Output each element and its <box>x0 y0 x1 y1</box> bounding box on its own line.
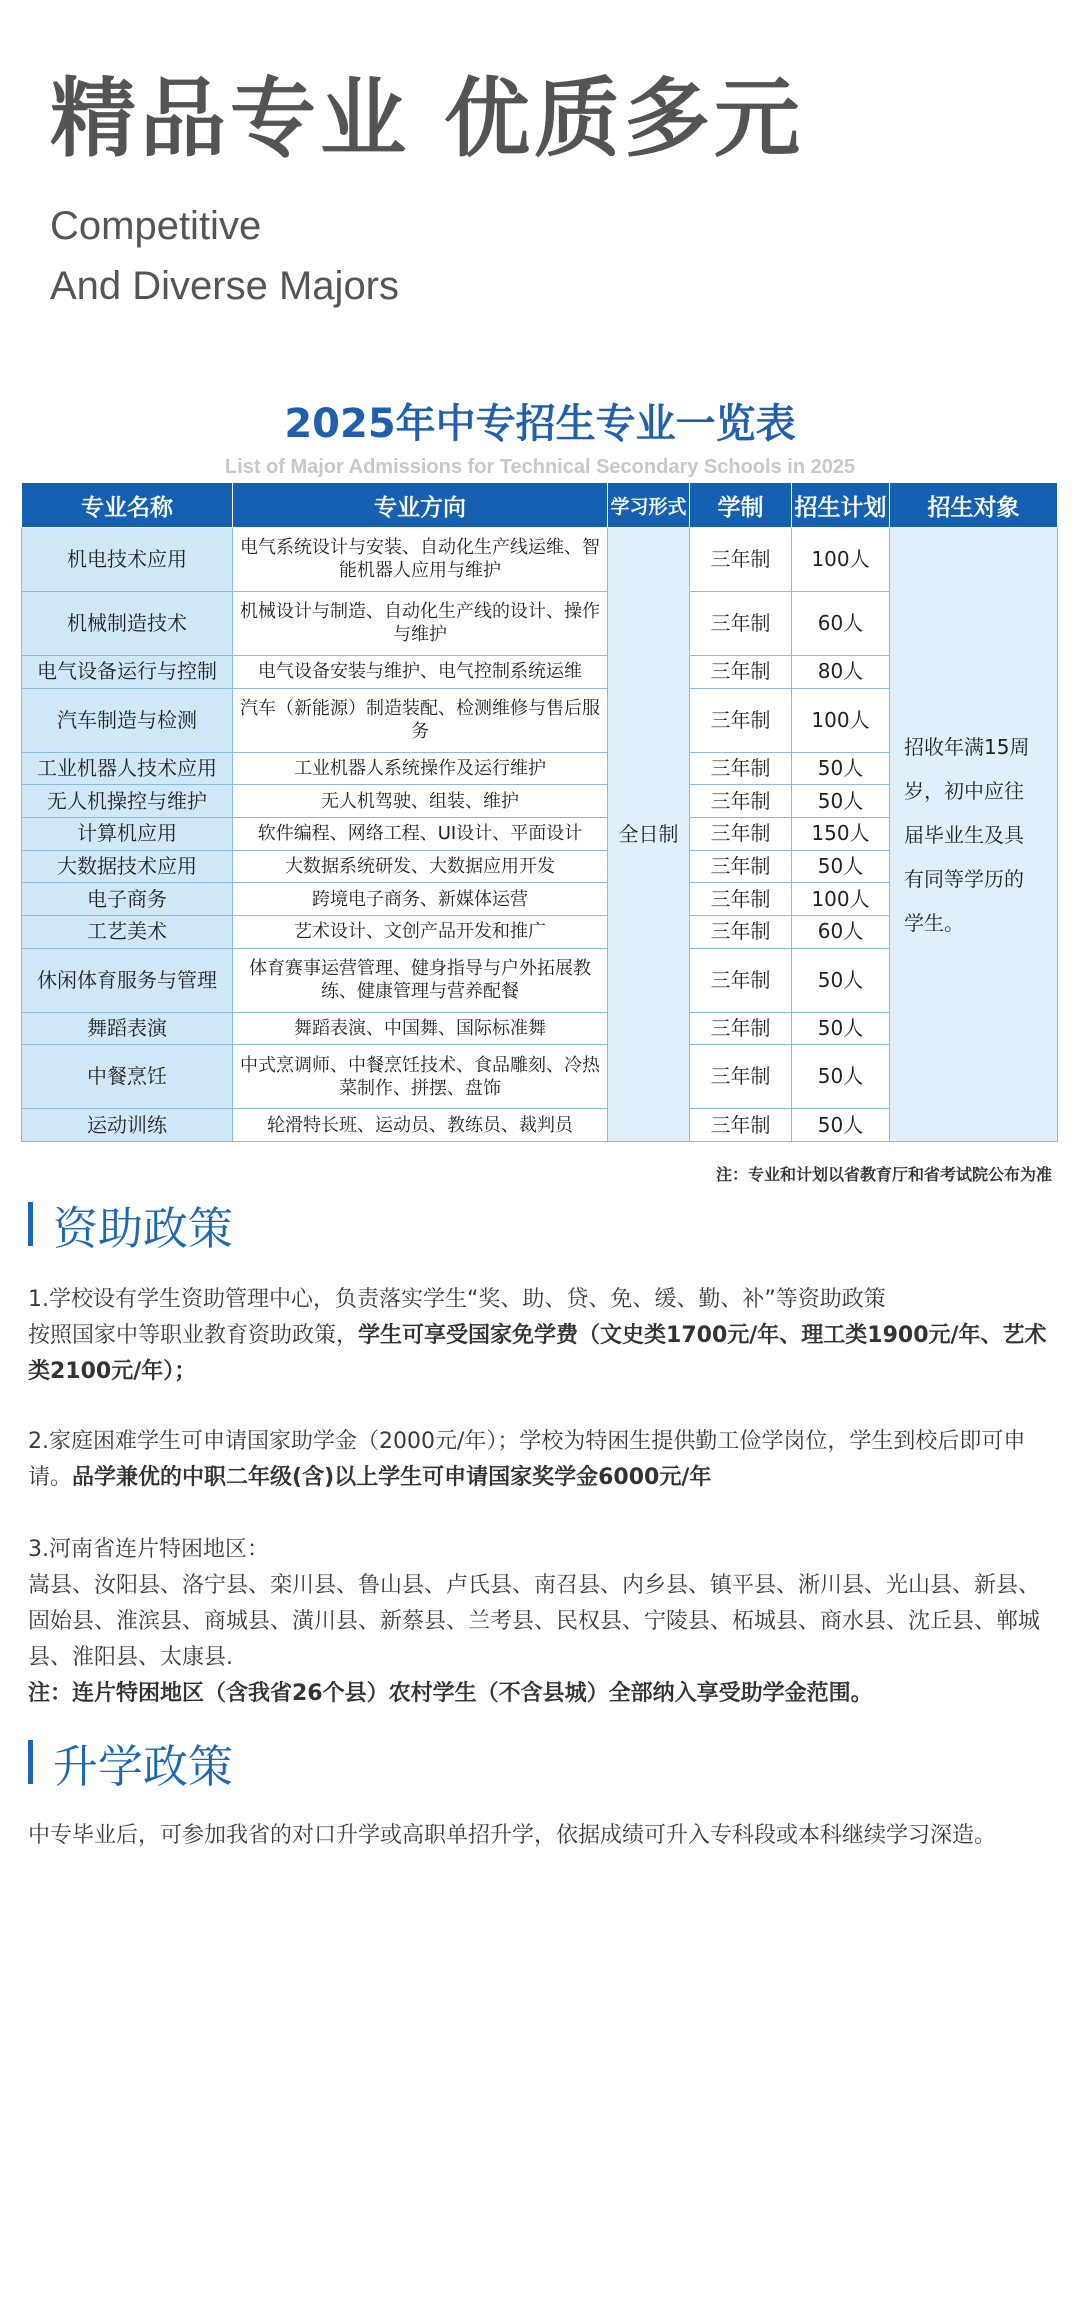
aid-p1-bold: 学生可享受国家免学费（文史类1700元/年、理工类1900元/年、艺术类2100元/年）； <box>28 1323 1047 1384</box>
heading-bar <box>28 1740 33 1784</box>
duration-cell: 三年制 <box>690 785 792 818</box>
duration-cell: 三年制 <box>690 883 792 916</box>
header-plan: 招生计划 <box>792 483 890 528</box>
plan-cell: 50人 <box>792 785 890 818</box>
major-direction: 电气设备安装与维护、电气控制系统运维 <box>233 655 608 688</box>
aid-paragraph-2 <box>28 1424 1056 1496</box>
plan-cell: 100人 <box>792 688 890 752</box>
duration-cell: 三年制 <box>690 528 792 592</box>
aid-p1-line: 1.学校设有学生资助管理中心，负责落实学生“奖、助、贷、免、缓、勤、补”等资助政策 <box>28 1287 886 1312</box>
aid-section-heading <box>28 1198 234 1255</box>
page-title: 精品专业 优质多元 <box>50 69 804 169</box>
major-name: 舞蹈表演 <box>22 1012 233 1045</box>
page-subtitle <box>50 196 399 316</box>
aid-p1-body <box>28 1318 1056 1390</box>
major-direction: 大数据系统研发、大数据应用开发 <box>233 850 608 883</box>
plan-cell: 50人 <box>792 1109 890 1142</box>
major-direction: 跨境电子商务、新媒体运营 <box>233 883 608 916</box>
aid-p2-bold: 品学兼优的中职二年级(含)以上学生可申请国家奖学金6000元/年 <box>72 1465 712 1490</box>
plan-cell: 50人 <box>792 1012 890 1045</box>
promotion-heading-text: 升学政策 <box>53 1739 234 1793</box>
study-form-cell: 全日制 <box>608 528 690 1142</box>
heading-bar <box>28 1202 33 1246</box>
duration-cell: 三年制 <box>690 591 792 655</box>
header-direction: 专业方向 <box>233 483 608 528</box>
plan-cell: 80人 <box>792 655 890 688</box>
plan-cell: 50人 <box>792 850 890 883</box>
aid-p3-title: 3.河南省连片特困地区： <box>28 1537 269 1562</box>
promotion-section-heading <box>28 1736 234 1793</box>
major-name: 工艺美术 <box>22 915 233 948</box>
majors-table <box>21 482 1058 1142</box>
plan-cell: 50人 <box>792 752 890 785</box>
header-study-form: 学习形式 <box>608 483 690 528</box>
duration-cell: 三年制 <box>690 1045 792 1109</box>
subtitle-line: Competitive <box>50 204 262 248</box>
major-direction: 机械设计与制造、自动化生产线的设计、操作与维护 <box>233 591 608 655</box>
major-name: 工业机器人技术应用 <box>22 752 233 785</box>
header-major-name: 专业名称 <box>22 483 233 528</box>
major-name: 无人机操控与维护 <box>22 785 233 818</box>
plan-cell: 50人 <box>792 1045 890 1109</box>
major-name: 大数据技术应用 <box>22 850 233 883</box>
table-subtitle: List of Major Admissions for Technical Secondary Schools in 2025 <box>224 456 856 478</box>
table-note: 注：专业和计划以省教育厅和省考试院公布为准 <box>715 1165 1052 1184</box>
header-target: 招生对象 <box>890 483 1058 528</box>
major-name: 汽车制造与检测 <box>22 688 233 752</box>
major-direction: 轮滑特长班、运动员、教练员、裁判员 <box>233 1109 608 1142</box>
major-direction: 艺术设计、文创产品开发和推广 <box>233 915 608 948</box>
aid-p3-note: 注：连片特困地区（含我省26个县）农村学生（不含县城）全部纳入享受助学金范围。 <box>28 1681 873 1706</box>
duration-cell: 三年制 <box>690 1012 792 1045</box>
major-direction: 舞蹈表演、中国舞、国际标准舞 <box>233 1012 608 1045</box>
aid-p3-counties: 嵩县、汝阳县、洛宁县、栾川县、鲁山县、卢氏县、南召县、内乡县、镇平县、淅川县、光山县、新县、固始县、淮滨县、商城县、潢川县、新蔡县、兰考县、民权县、宁陵县、柘城县、商水县、沈丘县、郸城县、淮阳县、太康县. <box>28 1573 1041 1670</box>
duration-cell: 三年制 <box>690 948 792 1012</box>
duration-cell: 三年制 <box>690 655 792 688</box>
duration-cell: 三年制 <box>690 752 792 785</box>
table-header-row <box>22 483 1058 528</box>
duration-cell: 三年制 <box>690 915 792 948</box>
duration-cell: 三年制 <box>690 850 792 883</box>
aid-p1-text: 按照国家中等职业教育资助政策， <box>28 1323 359 1348</box>
plan-cell: 60人 <box>792 915 890 948</box>
table-row <box>22 528 1058 592</box>
major-name: 机电技术应用 <box>22 528 233 592</box>
duration-cell: 三年制 <box>690 817 792 850</box>
aid-heading-text: 资助政策 <box>53 1201 234 1255</box>
subtitle-line: And Diverse Majors <box>50 264 400 308</box>
major-direction: 体育赛事运营管理、健身指导与户外拓展教练、健康管理与营养配餐 <box>233 948 608 1012</box>
table-title: 2025年中专招生专业一览表 <box>284 401 796 447</box>
plan-cell: 150人 <box>792 817 890 850</box>
plan-cell: 100人 <box>792 883 890 916</box>
major-name: 中餐烹饪 <box>22 1045 233 1109</box>
major-name: 电子商务 <box>22 883 233 916</box>
major-name: 电气设备运行与控制 <box>22 655 233 688</box>
plan-cell: 100人 <box>792 528 890 592</box>
header-duration: 学制 <box>690 483 792 528</box>
major-direction: 无人机驾驶、组装、维护 <box>233 785 608 818</box>
aid-paragraph-1 <box>28 1282 1056 1390</box>
plan-cell: 60人 <box>792 591 890 655</box>
plan-cell: 50人 <box>792 948 890 1012</box>
major-name: 计算机应用 <box>22 817 233 850</box>
major-direction: 电气系统设计与安装、自动化生产线运维、智能机器人应用与维护 <box>233 528 608 592</box>
aid-p2-text: 2.家庭困难学生可申请国家助学金（2000元/年）；学校为特困生提供勤工俭学岗位，学生到校后即可申请。 <box>28 1429 1026 1490</box>
major-name: 运动训练 <box>22 1109 233 1142</box>
target-cell: 招收年满15周岁，初中应往届毕业生及具有同等学历的学生。 <box>890 528 1058 1142</box>
promotion-paragraph: 中专毕业后，可参加我省的对口升学或高职单招升学，依据成绩可升入专科段或本科继续学习深造。 <box>28 1823 997 1848</box>
major-direction: 汽车（新能源）制造装配、检测维修与售后服务 <box>233 688 608 752</box>
major-name: 机械制造技术 <box>22 591 233 655</box>
duration-cell: 三年制 <box>690 1109 792 1142</box>
aid-paragraph-3 <box>28 1532 1056 1712</box>
major-direction: 中式烹调师、中餐烹饪技术、食品雕刻、冷热菜制作、拼摆、盘饰 <box>233 1045 608 1109</box>
major-direction: 软件编程、网络工程、UI设计、平面设计 <box>233 817 608 850</box>
duration-cell: 三年制 <box>690 688 792 752</box>
major-direction: 工业机器人系统操作及运行维护 <box>233 752 608 785</box>
major-name: 休闲体育服务与管理 <box>22 948 233 1012</box>
